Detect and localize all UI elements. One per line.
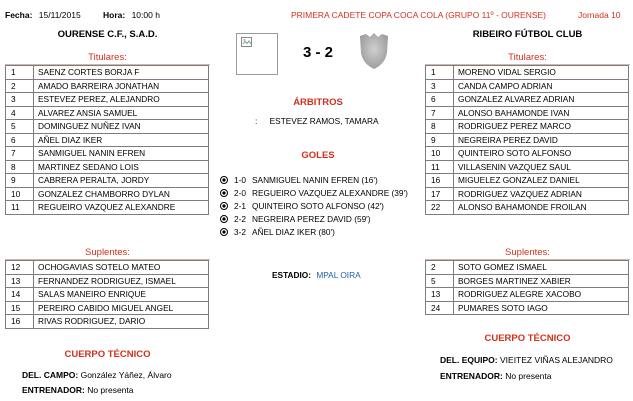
home-staff-row-2 (22, 385, 134, 395)
home-staff-name: No presenta (87, 385, 134, 395)
player-name[interactable]: SANMIGUEL NANIN EFREN (34, 147, 209, 161)
goal-score: 1-0 (234, 175, 246, 185)
broken-image-icon (241, 37, 255, 49)
player-name[interactable]: PUMARES SOTO IAGO (454, 301, 629, 315)
home-titular-row (6, 66, 209, 80)
home-titular-row (6, 174, 209, 188)
player-number: 11 (6, 201, 34, 215)
player-name[interactable]: QUINTEIRO SOTO ALFONSO (454, 147, 629, 161)
home-titular-row (6, 93, 209, 107)
player-number: 12 (6, 261, 34, 275)
player-name[interactable]: RODRIGUEZ VAZQUEZ ADRIAN (454, 187, 629, 201)
player-number: 3 (426, 79, 454, 93)
goal-row (220, 174, 378, 186)
goal-score: 2-0 (234, 188, 246, 198)
away-titular-row (426, 79, 629, 93)
player-name[interactable]: PEREIRO CABIDO MIGUEL ANGEL (34, 301, 209, 315)
away-titular-row (426, 66, 629, 80)
home-staff-heading: CUERPO TÉCNICO (64, 349, 151, 360)
hora-value: 10:00 h (131, 10, 160, 20)
player-number: 16 (426, 174, 454, 188)
home-suplente-row (6, 288, 209, 302)
away-titular-row (426, 174, 629, 188)
home-suplentes-table (5, 260, 209, 329)
home-team-badge (236, 33, 278, 75)
home-titular-row (6, 187, 209, 201)
final-score: 3 - 2 (302, 44, 333, 61)
away-titulares-table (425, 65, 629, 215)
shield-icon (357, 31, 391, 71)
player-name[interactable]: NEGREIRA PEREZ DAVID (454, 133, 629, 147)
jornada: Jornada 10 (578, 10, 621, 20)
home-staff-row-1 (22, 370, 172, 380)
goal-scorer: QUINTEIRO SOTO ALFONSO (42') (252, 201, 384, 211)
home-suplente-row (6, 274, 209, 288)
away-suplente-row (426, 288, 629, 302)
home-titular-row (6, 79, 209, 93)
player-name[interactable]: SAENZ CORTES BORJA F (34, 66, 209, 80)
away-titular-row (426, 93, 629, 107)
player-name[interactable]: GONZALEZ ALVAREZ ADRIAN (454, 93, 629, 107)
player-number: 24 (426, 301, 454, 315)
away-titular-row (426, 187, 629, 201)
stadium-row (272, 270, 361, 280)
home-staff-name: González Yáñez, Álvaro (80, 370, 172, 380)
goal-row (220, 213, 371, 225)
player-name[interactable]: SALAS MANEIRO ENRIQUE (34, 288, 209, 302)
goal-row (220, 187, 408, 199)
away-titular-row (426, 133, 629, 147)
away-titular-row (426, 160, 629, 174)
away-staff-heading: CUERPO TÉCNICO (484, 333, 571, 344)
player-number: 3 (6, 93, 34, 107)
home-titular-row (6, 133, 209, 147)
away-suplente-row (426, 274, 629, 288)
referee-row (255, 116, 379, 126)
player-number: 2 (426, 261, 454, 275)
home-titulares-heading: Titulares: (88, 52, 127, 63)
player-number: 9 (6, 174, 34, 188)
home-staff-role: DEL. CAMPO: (22, 370, 79, 380)
hora-label: Hora: (103, 10, 126, 20)
player-name[interactable]: REGUEIRO VAZQUEZ ALEXANDRE (34, 201, 209, 215)
home-suplente-row (6, 261, 209, 275)
player-number: 17 (426, 187, 454, 201)
player-name[interactable]: CANDA CAMPO ADRIAN (454, 79, 629, 93)
player-name[interactable]: GONZALEZ CHAMBORRO DYLAN (34, 187, 209, 201)
player-number: 1 (6, 66, 34, 80)
player-name[interactable]: MARTINEZ SEDANO LOIS (34, 160, 209, 174)
player-number: 5 (426, 274, 454, 288)
away-titulares-heading: Titulares: (508, 52, 547, 63)
away-titular-row (426, 201, 629, 215)
stadium-label: ESTADIO: (272, 270, 312, 280)
player-name[interactable]: DOMINGUEZ NUÑEZ IVAN (34, 120, 209, 134)
soccer-ball-icon (220, 202, 228, 210)
player-name[interactable]: BORGES MARTINEZ XABIER (454, 274, 629, 288)
away-suplente-row (426, 261, 629, 275)
home-titular-row (6, 201, 209, 215)
away-titular-row (426, 120, 629, 134)
home-titulares-table (5, 65, 209, 215)
arbitros-heading: ÁRBITROS (293, 97, 343, 108)
player-number: 10 (6, 187, 34, 201)
home-team-name: OURENSE C.F., S.A.D. (57, 29, 158, 40)
away-suplentes-heading: Suplentes: (505, 247, 550, 258)
away-titular-row (426, 106, 629, 120)
player-name[interactable]: ESTEVEZ PEREZ, ALEJANDRO (34, 93, 209, 107)
goal-scorer: REGUEIRO VAZQUEZ ALEXANDRE (39') (252, 188, 408, 198)
player-name[interactable]: VILLASENIN VAZQUEZ SAUL (454, 160, 629, 174)
referee-name: ESTEVEZ RAMOS, TAMARA (269, 116, 379, 126)
soccer-ball-icon (220, 215, 228, 223)
player-number: 1 (426, 66, 454, 80)
match-time (103, 10, 160, 20)
home-titular-row (6, 160, 209, 174)
away-staff-row-2 (440, 371, 552, 381)
player-number: 4 (6, 106, 34, 120)
goal-scorer: AÑEL DIAZ IKER (80') (252, 227, 335, 237)
goal-scorer: NEGREIRA PEREZ DAVID (59') (252, 214, 371, 224)
competition-title: PRIMERA CADETE COPA COCA COLA (GRUPO 11º - OURENSE) (291, 10, 547, 20)
match-date (5, 10, 81, 20)
player-name[interactable]: ALVAREZ ANSIA SAMUEL (34, 106, 209, 120)
away-staff-row-1 (440, 355, 613, 365)
player-number: 9 (426, 133, 454, 147)
player-number: 2 (6, 79, 34, 93)
goal-score: 2-2 (234, 214, 246, 224)
away-suplentes-table (425, 260, 629, 315)
home-staff-role: ENTRENADOR: (22, 385, 85, 395)
player-number: 7 (426, 106, 454, 120)
player-number: 11 (426, 160, 454, 174)
home-suplentes-heading: Suplentes: (85, 247, 130, 258)
goal-score: 3-2 (234, 227, 246, 237)
goal-row (220, 226, 335, 238)
player-number: 16 (6, 315, 34, 329)
fecha-value: 15/11/2015 (38, 10, 81, 20)
player-number: 22 (426, 201, 454, 215)
player-number: 5 (6, 120, 34, 134)
player-name[interactable]: MIGUELEZ GONZALEZ DANIEL (454, 174, 629, 188)
home-titular-row (6, 106, 209, 120)
player-number: 13 (6, 274, 34, 288)
player-number: 10 (426, 147, 454, 161)
player-name[interactable]: MORENO VIDAL SERGIO (454, 66, 629, 80)
home-suplente-row (6, 301, 209, 315)
player-number: 6 (6, 133, 34, 147)
home-titular-row (6, 120, 209, 134)
player-name[interactable]: RIVAS RODRIGUEZ, DARIO (34, 315, 209, 329)
away-suplente-row (426, 301, 629, 315)
goal-scorer: SANMIGUEL NANIN EFREN (16') (252, 175, 378, 185)
player-name[interactable]: CABRERA PERALTA, JORDY (34, 174, 209, 188)
goal-row (220, 200, 384, 212)
away-staff-name: No presenta (505, 371, 552, 381)
player-number: 8 (6, 160, 34, 174)
goles-heading: GOLES (301, 150, 335, 161)
away-staff-role: ENTRENADOR: (440, 371, 503, 381)
away-team-name: RIBEIRO FÚTBOL CLUB (472, 29, 583, 40)
player-name[interactable]: SOTO GOMEZ ISMAEL (454, 261, 629, 275)
away-titular-row (426, 147, 629, 161)
player-number: 7 (6, 147, 34, 161)
soccer-ball-icon (220, 189, 228, 197)
fecha-label: Fecha: (5, 10, 33, 20)
soccer-ball-icon (220, 176, 228, 184)
player-name[interactable]: OCHOGAVIAS SOTELO MATEO (34, 261, 209, 275)
away-staff-name: VIEITEZ VIÑAS ALEJANDRO (500, 355, 613, 365)
player-name[interactable]: RODRIGUEZ PEREZ MARCO (454, 120, 629, 134)
player-number: 14 (6, 288, 34, 302)
player-number: 15 (6, 301, 34, 315)
player-name[interactable]: RODRIGUEZ ALEGRE XACOBO (454, 288, 629, 302)
player-name[interactable]: ALONSO BAHAMONDE FROILAN (454, 201, 629, 215)
away-staff-role: DEL. EQUIPO: (440, 355, 498, 365)
player-name[interactable]: FERNANDEZ RODRIGUEZ, ISMAEL (34, 274, 209, 288)
player-number: 6 (426, 93, 454, 107)
player-number: 13 (426, 288, 454, 302)
player-name[interactable]: ALONSO BAHAMONDE IVAN (454, 106, 629, 120)
stadium-link[interactable]: MPAL OIRA (316, 270, 361, 280)
player-name[interactable]: AMADO BARREIRA JONATHAN (34, 79, 209, 93)
soccer-ball-icon (220, 228, 228, 236)
player-name[interactable]: AÑEL DIAZ IKER (34, 133, 209, 147)
goal-score: 2-1 (234, 201, 246, 211)
home-suplente-row (6, 315, 209, 329)
referee-colon: : (255, 116, 258, 126)
player-number: 8 (426, 120, 454, 134)
home-titular-row (6, 147, 209, 161)
